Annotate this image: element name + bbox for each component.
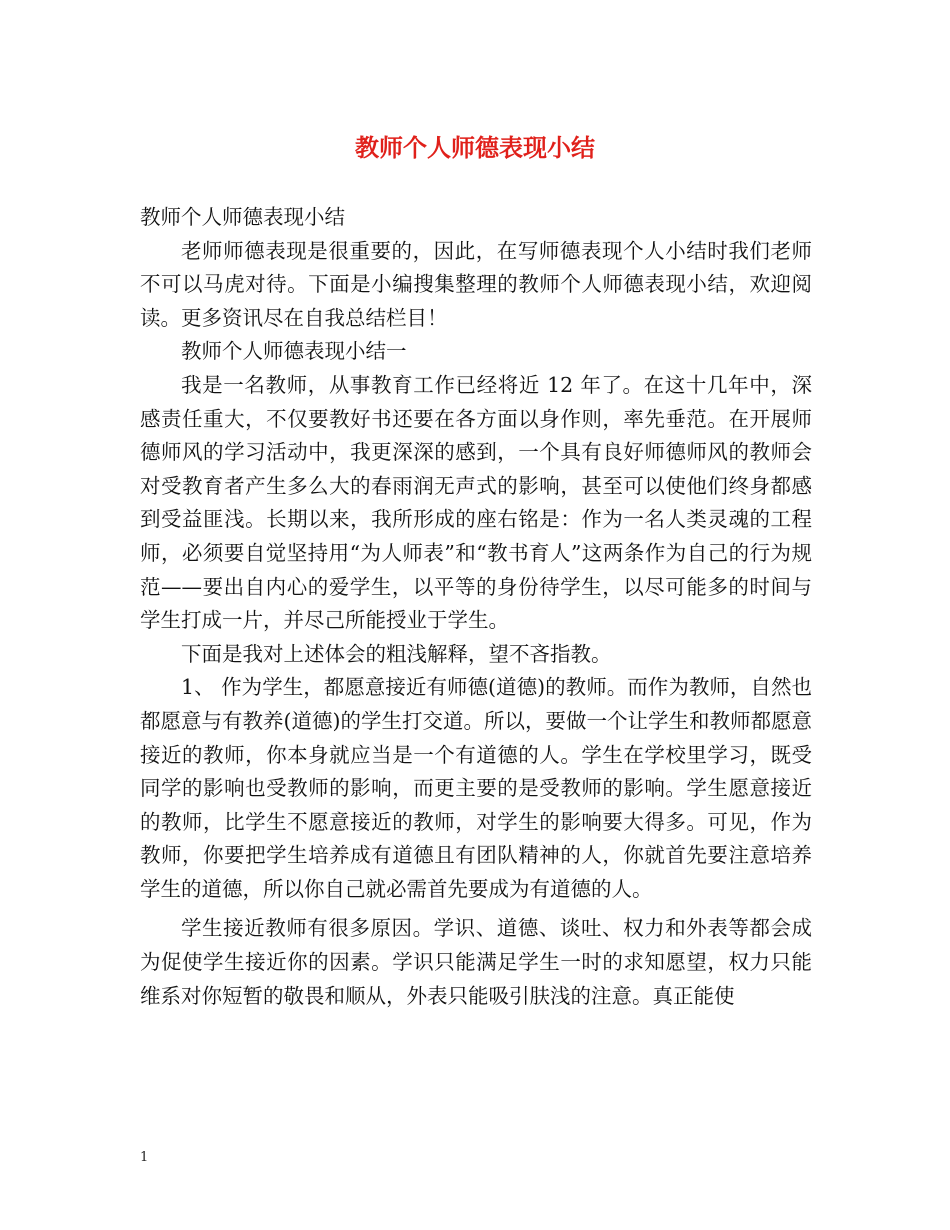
page-number: 1 bbox=[140, 1150, 149, 1165]
paragraph-body: 下面是我对上述体会的粗浅解释，望不吝指教。 bbox=[181, 641, 612, 666]
paragraph-intro: 老师师德表现是很重要的，因此，在写师德表现个人小结时我们老师不可以马虎对待。下面是小编搜集整理的教师个人师德表现小结，欢迎阅读。更多资讯尽在自我总结栏目！ bbox=[140, 238, 812, 330]
paragraph-body: 我是一名教师，从事教育工作已经将近 12 年了。在这十几年中，深感责任重大，不仅要教好书还要在各方面以身作则，率先垂范。在开展师德师风的学习活动中，我更深深的感到，一个具有良好师德师风的教师会对受教育者产生多么大的春雨润无声式的影响，甚至可以使他们终身都感到受益匪浅。长期以来，我所形成的座右铭是：作为一名人类灵魂的工程师，必须要自觉坚持用“为人师表”和“教书育人”这两条作为自己的行为规范——要出自内心的爱学生，以平等的身份待学生，以尽可能多的时间与学生打成一片，并尽己所能授业于学生。 bbox=[140, 372, 812, 633]
paragraph-body: 学生接近教师有很多原因。学识、道德、谈吐、权力和外表等都会成为促使学生接近你的因素。学识只能满足学生一时的求知愿望，权力只能维系对你短暂的敬畏和顺从，外表只能吸引肤浅的注意。真正能使 bbox=[140, 916, 812, 1008]
document-title: 教师个人师德表现小结 bbox=[355, 133, 595, 162]
paragraph-list-item: 1、 作为学生，都愿意接近有师德(道德)的教师。而作为教师，自然也都愿意与有教养(道德)的学生打交道。所以，要做一个让学生和教师都愿意接近的教师，你本身就应当是一个有道德的人。学生在学校里学习，既受同学的影响也受教师的影响，而更主要的是受教师的影响。学生愿意接近的教师，比学生不愿意接近的教师，对学生的影响要大得多。可见，作为教师，你要把学生培养成有道德且有团队精神的人，你就首先要注意培养学生的道德，所以你自己就必需首先要成为有道德的人。 bbox=[140, 675, 812, 901]
paragraph-subheading: 教师个人师德表现小结一 bbox=[181, 339, 407, 364]
paragraph-heading: 教师个人师德表现小结 bbox=[140, 205, 345, 229]
document-body bbox=[140, 201, 812, 1013]
